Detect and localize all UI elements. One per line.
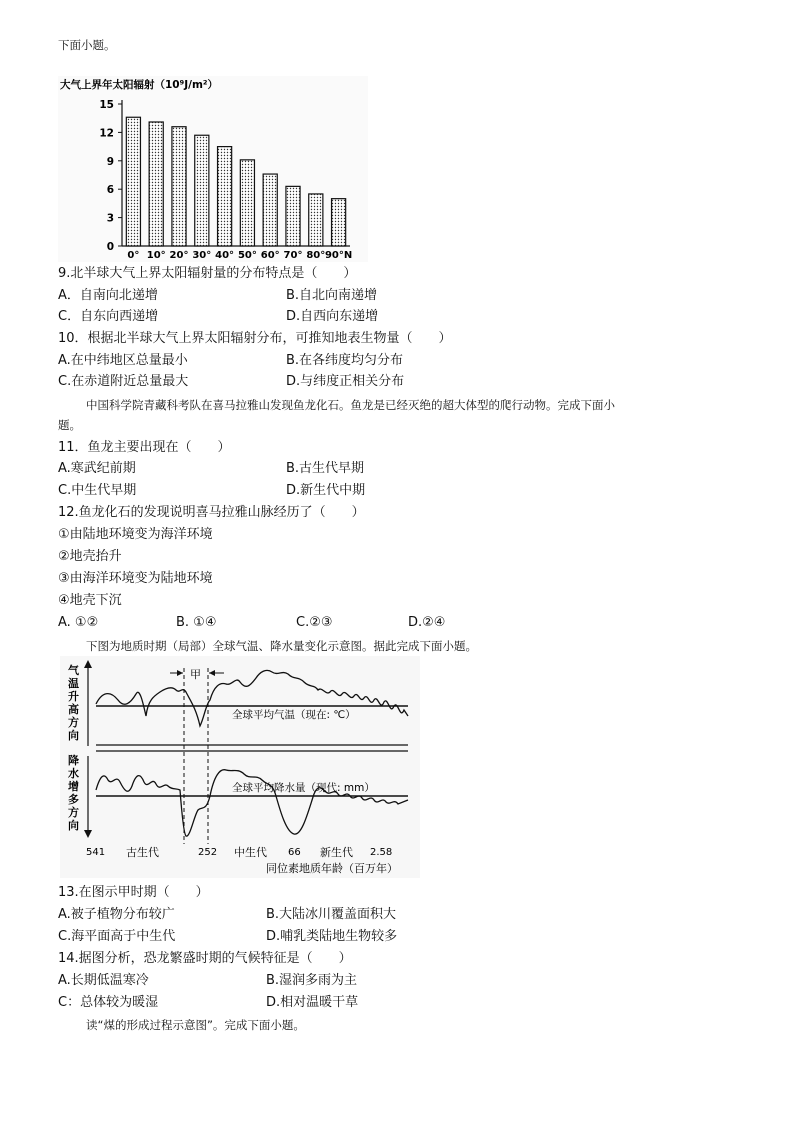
x-tick-66: 66 bbox=[288, 847, 301, 858]
q13-stem: 13.在图示甲时期（ ） bbox=[58, 885, 209, 900]
intro-ichthyosaur-cont: 题。 bbox=[58, 418, 81, 432]
solar-radiation-bar-chart bbox=[58, 76, 368, 262]
bar bbox=[309, 194, 323, 246]
x-tick-label: 60° bbox=[260, 250, 280, 261]
chart1-title: 大气上界年太阳辐射（10⁹J/m²） bbox=[60, 79, 218, 91]
q12-option-d[interactable]: D.②④ bbox=[408, 615, 446, 630]
y-tick-label: 12 bbox=[99, 127, 114, 140]
q14-stem: 14.据图分析，恐龙繁盛时期的气候特征是（ ） bbox=[58, 951, 352, 966]
x-tick-label: 70° bbox=[283, 250, 303, 261]
y-tick-label: 6 bbox=[106, 184, 114, 197]
x-tick-541: 541 bbox=[86, 847, 106, 858]
x-tick-label: 20° bbox=[169, 250, 189, 261]
q13-option-b[interactable]: B.大陆冰川覆盖面积大 bbox=[266, 907, 397, 922]
q10-option-d[interactable]: D.与纬度正相关分布 bbox=[286, 374, 405, 389]
intro-text: 下面小题。 bbox=[58, 38, 116, 52]
temperature-label: 全球平均气温（现在: ℃） bbox=[232, 709, 356, 721]
x-tick-label: 90°N bbox=[324, 250, 353, 261]
q12-item-3: ③由海洋环境变为陆地环境 bbox=[58, 571, 213, 586]
q14-option-b[interactable]: B.湿润多雨为主 bbox=[266, 973, 358, 988]
y-axis-label-char: 向 bbox=[68, 819, 79, 832]
q14-option-d[interactable]: D.相对温暖干草 bbox=[266, 995, 359, 1010]
intro-ichthyosaur: 中国科学院青藏科考队在喜马拉雅山发现鱼龙化石。鱼龙是已经灭绝的超大体型的爬行动物。完成下面小 bbox=[86, 398, 615, 412]
paleoclimate-figure bbox=[60, 656, 420, 878]
bar bbox=[195, 135, 209, 246]
y-axis-label-char: 方 bbox=[68, 716, 79, 729]
paleoclimate-chart bbox=[60, 656, 420, 878]
x-tick-2-58: 2.58 bbox=[370, 847, 393, 858]
q11-option-a[interactable]: A.寒武纪前期 bbox=[58, 461, 136, 476]
q10-option-a[interactable]: A.在中纬地区总量最小 bbox=[58, 353, 188, 368]
q12-stem: 12.鱼龙化石的发现说明喜马拉雅山脉经历了（ ） bbox=[58, 505, 365, 520]
x-axis-label: 同位素地质年龄（百万年） bbox=[266, 862, 398, 875]
q11-option-d[interactable]: D.新生代中期 bbox=[286, 483, 366, 498]
x-tick-label: 10° bbox=[146, 250, 166, 261]
era-cenozoic: 新生代 bbox=[320, 846, 353, 859]
q12-item-2: ②地壳抬升 bbox=[58, 549, 122, 564]
q12-option-b[interactable]: B. ①④ bbox=[176, 615, 217, 630]
x-tick-label: 0° bbox=[127, 250, 140, 261]
q13-option-c[interactable]: C.海平面高于中生代 bbox=[58, 929, 176, 944]
y-axis-label-char: 多 bbox=[68, 793, 79, 806]
x-tick-label: 30° bbox=[192, 250, 212, 261]
y-axis-label-char: 升 bbox=[68, 690, 79, 703]
q11-stem: 11．鱼龙主要出现在（ ） bbox=[58, 440, 231, 455]
q14-option-c[interactable]: C：总体较为暖湿 bbox=[58, 995, 159, 1010]
q9-stem: 9.北半球大气上界太阳辐射量的分布特点是（ ） bbox=[58, 266, 357, 281]
q13-option-a[interactable]: A.被子植物分布较广 bbox=[58, 907, 175, 922]
intro-climate-figure: 下图为地质时期（局部）全球气温、降水量变化示意图。据此完成下面小题。 bbox=[86, 639, 477, 653]
y-tick-label: 9 bbox=[106, 155, 114, 168]
q10-stem: 10．根据北半球大气上界太阳辐射分布，可推知地表生物量（ ） bbox=[58, 331, 452, 346]
y-axis-label-char: 高 bbox=[68, 703, 79, 716]
y-axis-label-char: 方 bbox=[68, 806, 79, 819]
x-tick-label: 50° bbox=[237, 250, 257, 261]
y-tick-label: 15 bbox=[99, 99, 114, 111]
q9-option-b[interactable]: B.自北向南递增 bbox=[286, 288, 378, 303]
q10-option-c[interactable]: C.在赤道附近总量最大 bbox=[58, 374, 189, 389]
q12-item-4: ④地壳下沉 bbox=[58, 593, 122, 608]
bar bbox=[172, 127, 186, 246]
q10-option-b[interactable]: B.在各纬度均匀分布 bbox=[286, 353, 404, 368]
precipitation-label: 全球平均降水量（现代: mm） bbox=[232, 782, 375, 794]
q14-option-a[interactable]: A.长期低温寒冷 bbox=[58, 973, 149, 988]
bar bbox=[149, 122, 163, 246]
intro-coal-figure: 读“煤的形成过程示意图”。完成下面小题。 bbox=[86, 1018, 305, 1032]
bar bbox=[286, 186, 300, 246]
y-axis-label-char: 水 bbox=[68, 767, 79, 780]
y-tick-label: 3 bbox=[106, 212, 114, 225]
y-tick-label: 0 bbox=[106, 241, 114, 253]
q9-option-c[interactable]: C．自东向西递增 bbox=[58, 309, 159, 324]
bar bbox=[218, 147, 232, 246]
bar bbox=[263, 174, 277, 246]
solar-radiation-figure bbox=[58, 76, 368, 262]
q12-option-a[interactable]: A. ①② bbox=[58, 615, 99, 630]
bar bbox=[126, 117, 140, 246]
q11-option-c[interactable]: C.中生代早期 bbox=[58, 483, 137, 498]
q12-option-c[interactable]: C.②③ bbox=[296, 615, 333, 630]
y-axis-label-char: 温 bbox=[68, 677, 79, 690]
q13-option-d[interactable]: D.哺乳类陆地生物较多 bbox=[266, 929, 398, 944]
x-tick-label: 80° bbox=[306, 250, 326, 261]
q9-option-a[interactable]: A．自南向北递增 bbox=[58, 288, 158, 303]
y-axis-label-char: 向 bbox=[68, 729, 79, 742]
q12-item-1: ①由陆地环境变为海洋环境 bbox=[58, 527, 213, 542]
jia-label: 甲 bbox=[190, 668, 201, 681]
era-paleozoic: 古生代 bbox=[126, 846, 159, 859]
bar bbox=[240, 160, 254, 246]
y-axis-label-char: 气 bbox=[68, 664, 79, 677]
y-axis-label-char: 降 bbox=[68, 754, 79, 767]
y-axis-label-char: 增 bbox=[68, 780, 79, 793]
x-tick-252: 252 bbox=[198, 847, 218, 858]
era-mesozoic: 中生代 bbox=[234, 846, 267, 859]
bar bbox=[332, 199, 346, 246]
x-tick-label: 40° bbox=[215, 250, 235, 261]
q11-option-b[interactable]: B.古生代早期 bbox=[286, 461, 365, 476]
q9-option-d[interactable]: D.自西向东递增 bbox=[286, 309, 379, 324]
